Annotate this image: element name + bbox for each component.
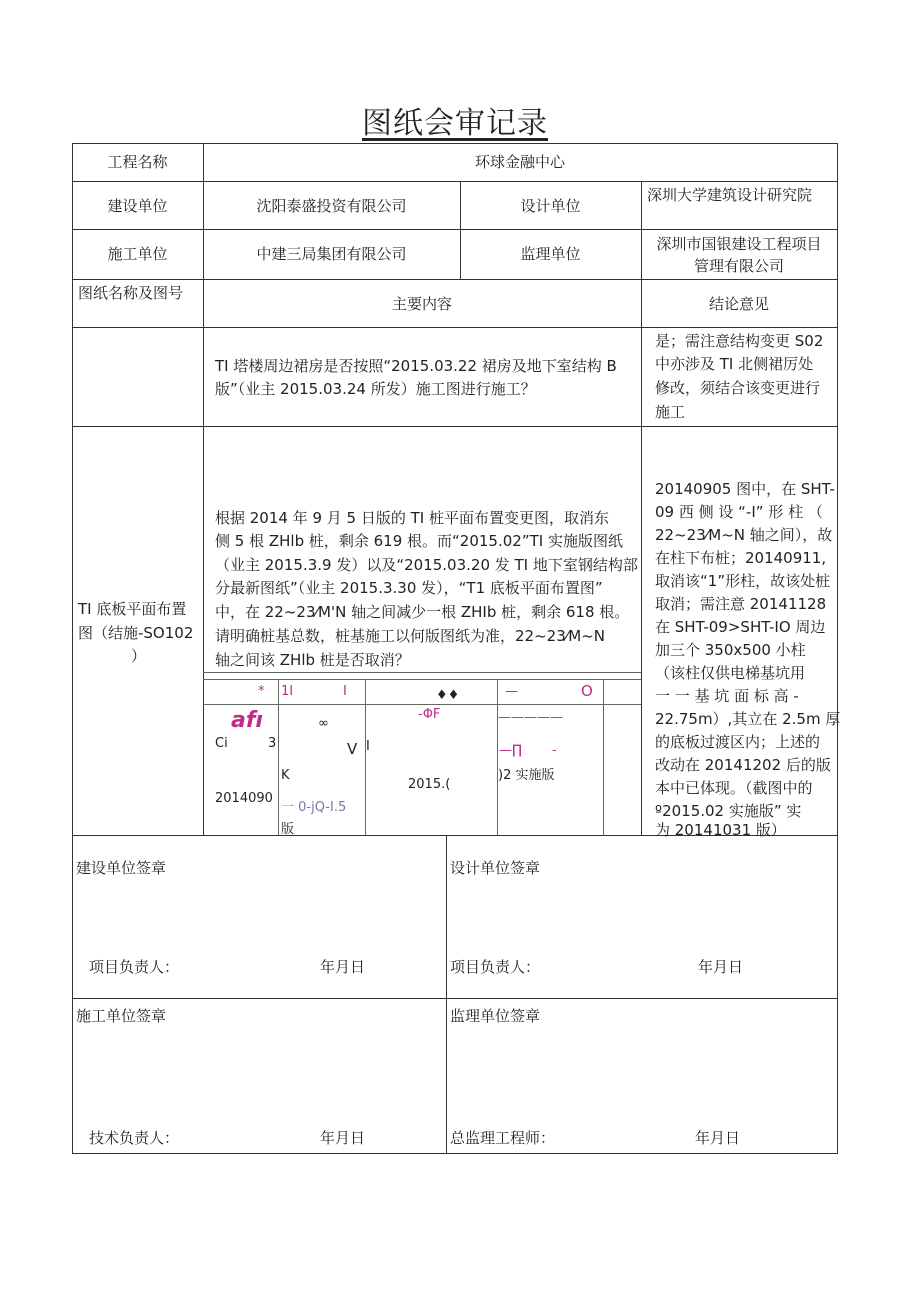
row2-conclusion-line10: 一 一 基 坑 面 标 高 -	[655, 687, 799, 705]
ocr-fragment: V	[347, 740, 358, 758]
ocr-fragment: *	[258, 684, 265, 699]
designer-value: 深圳大学建筑设计研究院	[647, 186, 813, 204]
row2-conclusion-line7: 在 SHT-09>SHT-IO 周边	[655, 618, 826, 636]
row2-conclusion-line3: 22~23⁄M~N 轴之间），故	[655, 526, 833, 544]
row2-conclusion-line13: 改动在 20141202 后的版	[655, 756, 831, 774]
designer-project-lead-label: 项目负责人：	[450, 958, 541, 976]
project-name-label: 工程名称	[107, 153, 168, 171]
tech-lead-label: 技术负责人：	[89, 1129, 180, 1147]
ocr-fragment: I	[343, 684, 347, 699]
supervisor-value-line1: 深圳市国银建设工程项目	[656, 235, 822, 253]
row1-content-line2: 版”（业主 2015.03.24 所发）施工图进行施工？	[215, 380, 536, 398]
ocr-fragment: —∏	[499, 743, 522, 758]
owner-project-lead-label: 项目负责人：	[89, 958, 180, 976]
ocr-fragment: 1I	[281, 684, 294, 699]
row1-conclusion-line4: 施工	[655, 403, 686, 421]
row2-content-line4: 分最新图纸”（业主 2015.3.30 发），“T1 底板平面布置图”	[215, 579, 603, 597]
row2-content-line6: 请明确桩基总数，桩基施工以何版图纸为准，22~23⁄M~N	[215, 627, 605, 645]
ocr-fragment: 2015.(	[408, 777, 451, 792]
row2-conclusion-line6: 取消；需注意 20141128	[655, 595, 827, 613]
column-header-conclusion: 结论意见	[708, 295, 769, 313]
contractor-stamp-label: 施工单位签章	[76, 1007, 167, 1025]
owner-value: 沈阳泰盛投资有限公司	[256, 197, 407, 215]
ocr-fragment: 2014090	[215, 791, 273, 806]
column-header-content: 主要内容	[391, 295, 452, 313]
row2-conclusion-line15: º2015.02 实施版” 实	[655, 802, 802, 820]
ocr-fragment: 一 0-jQ-I.5	[281, 800, 347, 815]
row2-content-line1: 根据 2014 年 9 月 5 日版的 TI 桩平面布置变更图，取消东	[215, 509, 609, 527]
designer-stamp-label: 设计单位签章	[450, 859, 541, 877]
row2-conclusion-line11: 22.75m）,其立在 2.5m 厚	[655, 710, 841, 728]
row1-conclusion-line1: 是；需注意结构变更 S02	[655, 332, 824, 350]
row2-drawing-line3: ）	[131, 647, 147, 665]
ocr-fragment: -ΦF	[418, 707, 441, 722]
page-title: 图纸会审记录	[362, 106, 548, 141]
supervisor-stamp-label: 监理单位签章	[450, 1007, 541, 1025]
row2-conclusion-line14: 本中已体现。（截图中的	[655, 779, 813, 797]
ocr-fragment: ∞	[318, 716, 329, 731]
ocr-fragment: —	[505, 684, 518, 699]
contractor-date-label: 年月日	[320, 1129, 366, 1147]
owner-label: 建设单位	[107, 197, 168, 215]
ocr-fragment: I	[366, 739, 370, 754]
supervisor-date-label: 年月日	[695, 1129, 741, 1147]
supervisor-label: 监理单位	[520, 245, 581, 263]
chief-supervisor-label: 总监理工程师：	[450, 1129, 556, 1147]
row2-conclusion-line16: 为 20141031 版）	[655, 821, 786, 839]
ocr-fragment: -	[552, 743, 557, 758]
designer-label: 设计单位	[520, 197, 581, 215]
contractor-value: 中建三局集团有限公司	[256, 245, 407, 263]
row2-conclusion-line8: 加三个 350x500 小柱	[655, 641, 806, 659]
row2-conclusion-line9: （该柱仅供电梯基坑用	[655, 664, 806, 682]
supervisor-value-line2: 管理有限公司	[693, 257, 784, 275]
ocr-fragment: K	[281, 768, 290, 783]
row2-drawing-line1: TI 底板平面布置	[78, 600, 187, 618]
row2-content-line5: 中，在 22~23⁄M'N 轴之间减少一根 ZHIb 桩，剩余 618 根。	[215, 603, 630, 621]
owner-stamp-label: 建设单位签章	[76, 859, 167, 877]
designer-date-label: 年月日	[698, 958, 744, 976]
row2-content-line3: （业主 2015.3.9 发）以及“2015.03.20 发 TI 地下室钢结构部	[215, 556, 638, 574]
ocr-fragment: )2 实施版	[498, 768, 555, 783]
row1-conclusion-line3: 修改，须结合该变更进行	[655, 379, 821, 397]
project-name-value: 环球金融中心	[474, 153, 565, 171]
ocr-fragment: Ci	[215, 736, 228, 751]
ocr-fragment: 3	[268, 736, 277, 751]
row1-content-line1: TI 塔楼周边裙房是否按照“2015.03.22 裙房及地下室结构 B	[215, 357, 617, 375]
column-header-drawing: 图纸名称及图号	[78, 284, 184, 302]
row2-conclusion-line4: 在柱下布桩；20140911,	[655, 549, 827, 567]
row2-conclusion-line1: 20140905 图中，在 SHT-	[655, 480, 835, 498]
owner-date-label: 年月日	[320, 958, 366, 976]
row2-drawing-line2: 图（结施-SO102	[78, 624, 194, 642]
row1-conclusion-line2: 中亦涉及 TI 北侧裙厉处	[655, 355, 814, 373]
ocr-fragment: —————	[498, 710, 563, 725]
contractor-label: 施工单位	[107, 245, 168, 263]
row2-conclusion-line2: 09 西 侧 设 “-I” 形 柱 （	[655, 503, 823, 521]
ocr-fragment: O	[581, 682, 593, 700]
ocr-fragment: ♦♦	[436, 688, 460, 703]
row2-conclusion-line5: 取消该“1”形柱，故该处桩	[655, 572, 831, 590]
ocr-fragment: 版	[281, 822, 295, 837]
ocr-fragment: afı	[231, 708, 263, 733]
row2-conclusion-line12: 的底板过渡区内；上述的	[655, 733, 821, 751]
row2-content-line7: 轴之间该 ZHlb 桩是否取消？	[215, 651, 410, 669]
row2-content-line2: 侧 5 根 ZHlb 桩，剩余 619 根。而“2015.02”TI 实施版图纸	[215, 532, 623, 550]
